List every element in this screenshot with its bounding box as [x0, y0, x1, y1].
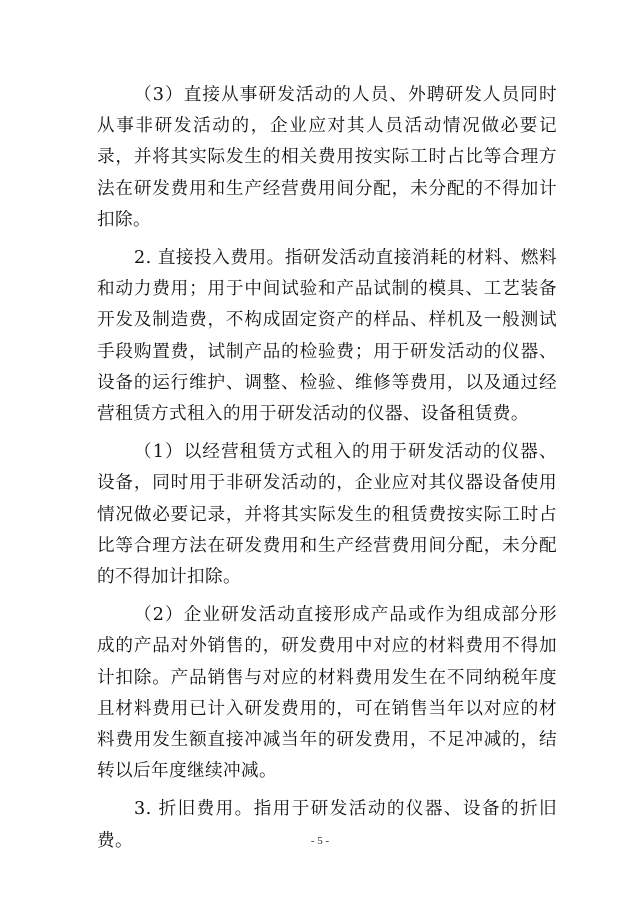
document-body [97, 80, 557, 857]
paragraph-product-sales: （2）企业研发活动直接形成产品或作为组成部分形成的产品对外销售的，研发费用中对应的材料费用不得加计扣除。产品销售与对应的材料费用发生在不同纳税年度且材料费用已计入研发费用的，可在销售当年以对应的材料费用发生额直接冲减当年的研发费用，不足冲减的，结转以后年度继续冲减。 [97, 605, 557, 782]
paragraph-leased-equipment: （1）以经营租赁方式租入的用于研发活动的仪器、设备，同时用于非研发活动的，企业应对其仪器设备使用情况做必要记录，并将其实际发生的租赁费按实际工时占比等合理方法在研发费用和生产经营费用间分配，未分配的不得加计扣除。 [97, 442, 557, 588]
page-number: - 5 - [310, 835, 330, 847]
paragraph-personnel-allocation: （3）直接从事研发活动的人员、外聘研发人员同时从事非研发活动的，企业应对其人员活动情况做必要记录，并将其实际发生的相关费用按实际工时占比等合理方法在研发费用和生产经营费用间分配，未分配的不得加计扣除。 [97, 85, 557, 230]
paragraph-depreciation: 3. 折旧费用。指用于研发活动的仪器、设备的折旧费。 [97, 799, 557, 851]
paragraph-direct-input-costs: 2. 直接投入费用。指研发活动直接消耗的材料、燃料和动力费用；用于中间试验和产品试制的模具、工艺装备开发及制造费，不构成固定资产的样品、样机及一般测试手段购置费，试制产品的检验费；用于研发活动的仪器、设备的运行维护、调整、检验、维修等费用，以及通过经营租赁方式租入的用于研发活动的仪器、设备租赁费。 [97, 248, 557, 425]
